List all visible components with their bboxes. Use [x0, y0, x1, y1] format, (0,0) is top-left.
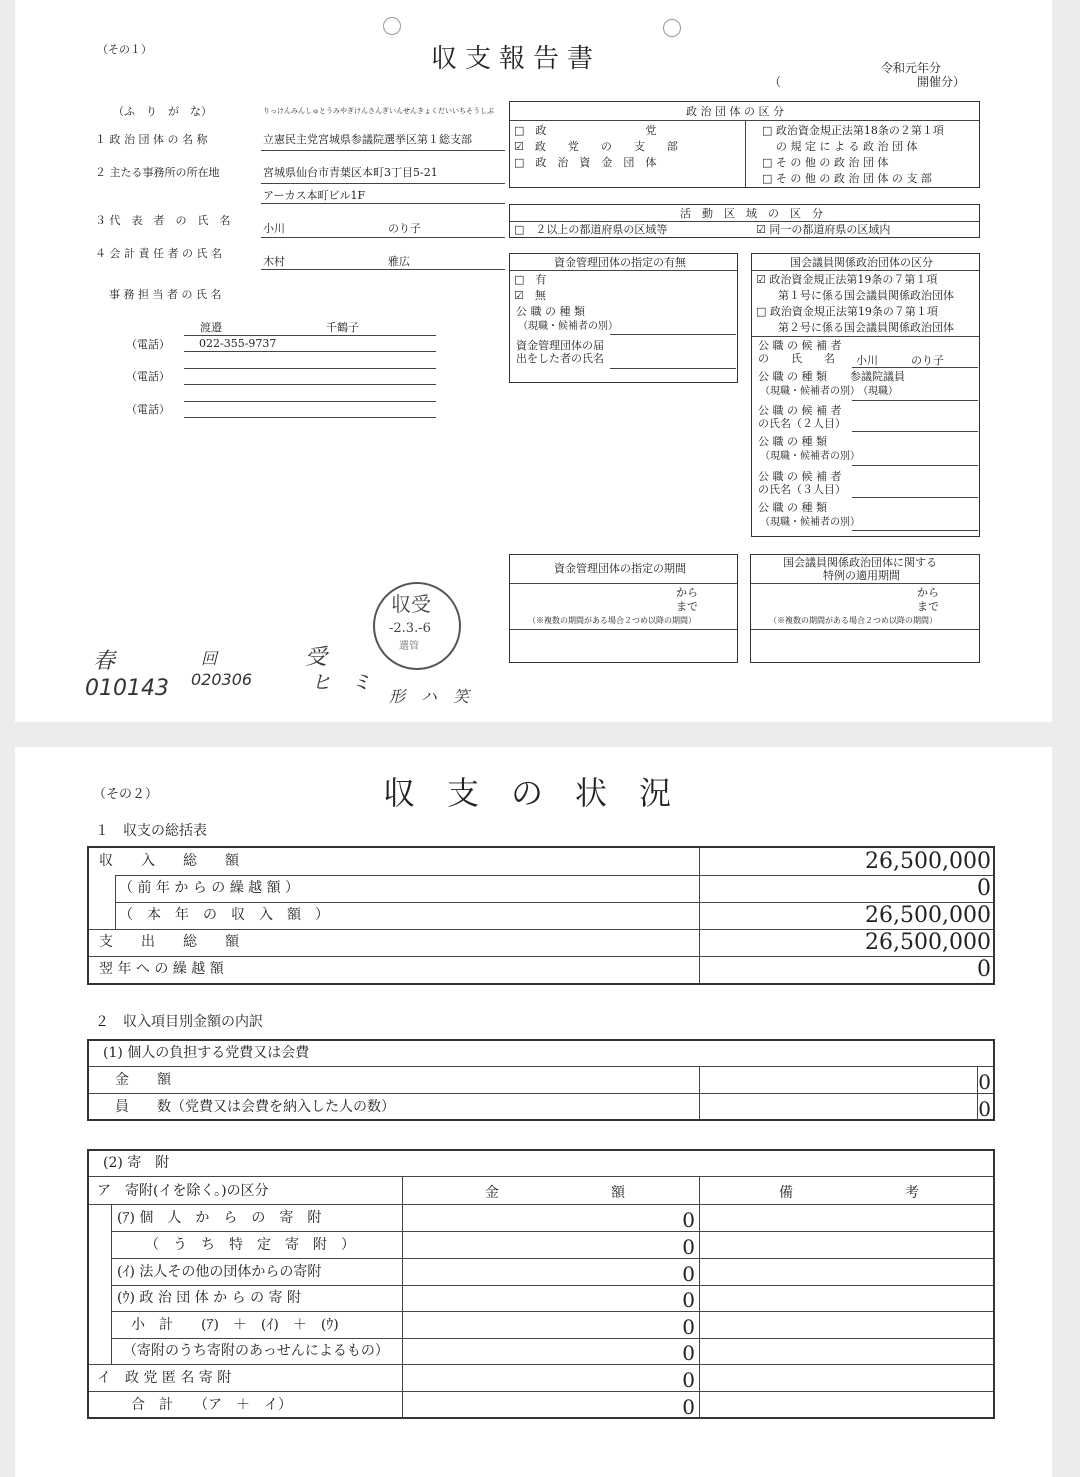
diet-opt1b: 第１号に係る国会議員関係政治団体 [778, 289, 954, 302]
special-from: から [917, 586, 939, 599]
diet-office-type-sub: （現職・候補者の別） [760, 386, 860, 397]
membership-fee-table [87, 1039, 995, 1121]
phone-value: 022-355-9737 [199, 337, 277, 350]
special-period-box [750, 554, 980, 663]
area-opt2: ☑ 同一の都道府県の区域内 [756, 223, 891, 236]
handwritten-mark: 回 [201, 649, 218, 668]
diet-candidate-name: 小川 のり子 [856, 354, 944, 367]
category-box [509, 101, 980, 188]
page-label: （その２） [93, 787, 159, 802]
furigana-label: （ふ り が な） [113, 105, 212, 118]
designation-period-box [509, 554, 738, 663]
handwritten-mark: 受 [305, 645, 328, 670]
summary-value-carryover-in: 0 [977, 876, 991, 901]
category-party-fund: □ 政 治 資 金 団 体 [514, 156, 657, 169]
diet-candidate2-label-2: の氏名（２人目） [758, 417, 846, 430]
diet-candidate-label-1: 公 職 の 候 補 者 [758, 339, 842, 352]
fees-header: (1) 個人の負担する党費又は会費 [103, 1045, 310, 1061]
donation-col-note: 備 考 [779, 1185, 919, 1201]
donation-row-individual: (ｱ) 個 人 か ら の 寄 附 [117, 1210, 322, 1226]
punch-hole [663, 19, 681, 37]
underline [261, 269, 505, 270]
page-label: （その１） [97, 43, 152, 56]
donation-col-amount: 金 額 [485, 1185, 625, 1201]
diet-opt2a: □ 政治資金規正法第19条の７第１項 [756, 305, 938, 318]
summary-table [87, 846, 995, 985]
stamp-top: 収受 [391, 592, 431, 616]
underline [261, 183, 505, 184]
diet-office-status: （現職） [858, 386, 898, 397]
receipt-stamp [373, 582, 461, 670]
period-to: まで [676, 600, 698, 613]
diet-candidate3-label-1: 公 職 の 候 補 者 [758, 470, 842, 483]
staff-surname: 渡邉 [200, 321, 222, 334]
accountant-label: ４ 会 計 責 任 者 の 氏 名 [95, 247, 222, 260]
diet-office-type2-sub: （現職・候補者の別） [760, 451, 860, 462]
donation-table [87, 1149, 995, 1419]
staff-label: 事 務 担 当 者 の 氏 名 [109, 288, 222, 301]
phone-label: （電話） [126, 403, 170, 416]
summary-value-year-income: 26,500,000 [865, 903, 991, 928]
donation-value-individual: 0 [682, 1208, 695, 1232]
fund-applicant-2: 出をした者の氏名 [516, 352, 604, 365]
diet-candidate-label-2: の 氏 名 [758, 352, 835, 365]
special-header-2: 特例の適用期間 [823, 569, 900, 582]
summary-value-total-expense: 26,500,000 [865, 930, 991, 955]
staff-given: 千鶴子 [326, 321, 359, 334]
special-note: （※複数の期間がある場合２つめ以降の期間） [769, 616, 937, 625]
phone-label: （電話） [126, 370, 170, 383]
donation-value-subtotal: 0 [682, 1315, 695, 1339]
diet-office-type-label: 公 職 の 種 類 [758, 370, 827, 383]
handwritten-mark: 春 [93, 649, 116, 674]
diet-opt2b: 第２号に係る国会議員関係政治団体 [778, 321, 954, 334]
category-opt1b: の 規 定 に よ る 政 治 団 体 [776, 140, 918, 153]
phone-label: （電話） [126, 338, 170, 351]
fund-applicant-1: 資金管理団体の届 [516, 339, 604, 352]
summary-value-total-income: 26,500,000 [865, 849, 991, 874]
section-2-title: ２ 収入項目別金額の内訳 [95, 1014, 263, 1030]
diet-office-type2-label: 公 職 の 種 類 [758, 435, 827, 448]
fund-office-type-sub: （現職・候補者の別） [518, 321, 618, 332]
diet-office-type-value: 参議院議員 [850, 370, 905, 383]
area-opt1: □ ２以上の都道府県の区域等 [514, 223, 668, 236]
summary-label-carryover-in: （ 前 年 か ら の 繰 越 額 ） [119, 880, 300, 896]
category-opt2: □ そ の 他 の 政 治 団 体 [762, 156, 889, 169]
underline [261, 150, 505, 151]
underline [261, 203, 505, 204]
handwritten-number: 010143 [85, 676, 169, 701]
donation-row-political: (ｳ) 政 治 団 体 か ら の 寄 附 [117, 1290, 301, 1306]
page-title: 収 支 の 状 況 [383, 774, 672, 812]
special-header-1: 国会議員関係政治団体に関する [783, 556, 937, 569]
org-name-value: 立憲民主党宮城県参議院選挙区第１総支部 [263, 133, 472, 146]
donation-value-total: 0 [682, 1395, 695, 1419]
report-page-2 [15, 747, 1052, 1477]
furigana-value: りっけんみんしゅとうみやぎけんさんぎいんせんきょくだいいちそうしぶ [263, 107, 494, 115]
fees-count-value: 0 [978, 1097, 991, 1121]
report-year: 令和元年分 [881, 61, 942, 75]
org-name-label: １ 政 治 団 体 の 名 称 [95, 133, 208, 146]
donation-row-total: 合 計 （ア ＋ イ） [131, 1397, 292, 1413]
fees-amount-label: 金 額 [115, 1072, 171, 1088]
donation-row-anonymous: イ 政 党 匿 名 寄 附 [97, 1370, 232, 1386]
donation-value-specific: 0 [682, 1235, 695, 1259]
underline [184, 384, 436, 385]
fund-no: ☑ 無 [514, 289, 546, 302]
donation-value-anonymous: 0 [682, 1368, 695, 1392]
fund-management-header: 資金管理団体の指定の有無 [554, 256, 686, 269]
stamp-bottom: 選管 [399, 641, 419, 652]
report-period: 開催分） [917, 75, 966, 89]
diet-office-type3-sub: （現職・候補者の別） [760, 517, 860, 528]
category-party-branch: ☑ 政 党 の 支 部 [514, 140, 678, 153]
representative-label: ３ 代 表 者 の 氏 名 [95, 214, 231, 227]
donation-row-corporate: (ｲ) 法人その他の団体からの寄附 [117, 1264, 322, 1280]
summary-label-total-expense: 支 出 総 額 [99, 934, 239, 950]
underline [184, 335, 436, 336]
summary-value-carryover-out: 0 [977, 957, 991, 982]
underline [261, 237, 505, 238]
office-label: ２ 主たる事務所の所在地 [95, 166, 220, 179]
handwritten-mark: ヒ ミ [311, 670, 371, 694]
diet-candidate2-label-1: 公 職 の 候 補 者 [758, 404, 842, 417]
punch-hole [383, 17, 401, 35]
handwritten-mark: 形 ハ 笑 [389, 687, 470, 706]
fund-yes: □ 有 [514, 273, 547, 286]
donation-value-corporate: 0 [682, 1262, 695, 1286]
donation-row-subtotal: 小 計 (ｱ) ＋ (ｲ) ＋ (ｳ) [131, 1317, 339, 1333]
accountant-given: 雅広 [388, 255, 410, 268]
diet-opt1a: ☑ 政治資金規正法第19条の７第１項 [756, 273, 938, 286]
underline [184, 417, 436, 418]
fund-management-box [509, 253, 738, 383]
donation-row-specific: （ う ち 特 定 寄 附 ） [145, 1237, 355, 1253]
page-title: 収支報告書 [431, 44, 602, 74]
report-page-1 [15, 0, 1052, 722]
donation-row-mediated: （寄附のうち寄附のあっせんによるもの） [123, 1343, 389, 1359]
summary-label-carryover-out: 翌 年 へ の 繰 越 額 [99, 961, 224, 977]
diet-member-box [751, 253, 980, 537]
period-from: から [676, 586, 698, 599]
period-header: 資金管理団体の指定の期間 [554, 562, 686, 575]
fund-office-type: 公 職 の 種 類 [516, 305, 585, 318]
fees-count-label: 員 数（党費又は会費を納入した人の数） [115, 1099, 395, 1115]
category-party: □ 政 党 [514, 124, 657, 137]
fees-amount-value: 0 [978, 1070, 991, 1094]
underline [184, 368, 436, 369]
accountant-surname: 木村 [263, 255, 285, 268]
diet-office-type3-label: 公 職 の 種 類 [758, 501, 827, 514]
stamp-date: -2.3.-6 [389, 621, 431, 636]
section-1-title: １ 収支の総括表 [95, 823, 207, 839]
category-opt3: □ そ の 他 の 政 治 団 体 の 支 部 [762, 172, 932, 185]
representative-given: のり子 [388, 222, 421, 235]
report-year-paren: （ [769, 75, 782, 89]
special-to: まで [917, 600, 939, 613]
donation-col-kind: ア 寄附(イを除く。)の区分 [97, 1183, 269, 1199]
office-value-2: アーカス本町ビル1F [263, 189, 366, 202]
diet-header: 国会議員関係政治団体の区分 [790, 256, 933, 269]
summary-label-total-income: 収 入 総 額 [99, 853, 239, 869]
diet-candidate3-label-2: の氏名（３人目） [758, 483, 846, 496]
handwritten-number: 020306 [191, 670, 253, 689]
office-value-1: 宮城県仙台市青葉区本町3丁目5-21 [263, 166, 438, 179]
category-header: 政 治 団 体 の 区 分 [686, 105, 784, 118]
area-box [509, 204, 980, 238]
underline [184, 351, 436, 352]
summary-label-year-income: （ 本 年 の 収 入 額 ） [119, 907, 329, 923]
period-note: （※複数の期間がある場合２つめ以降の期間） [528, 616, 696, 625]
category-opt1: □ 政治資金規正法第18条の２第１項 [762, 124, 944, 137]
underline [184, 401, 436, 402]
representative-surname: 小川 [263, 222, 285, 235]
area-header: 活 動 区 域 の 区 分 [680, 207, 823, 220]
donation-header: (2) 寄 附 [103, 1155, 170, 1171]
donation-value-political: 0 [682, 1288, 695, 1312]
donation-value-mediated: 0 [682, 1341, 695, 1365]
